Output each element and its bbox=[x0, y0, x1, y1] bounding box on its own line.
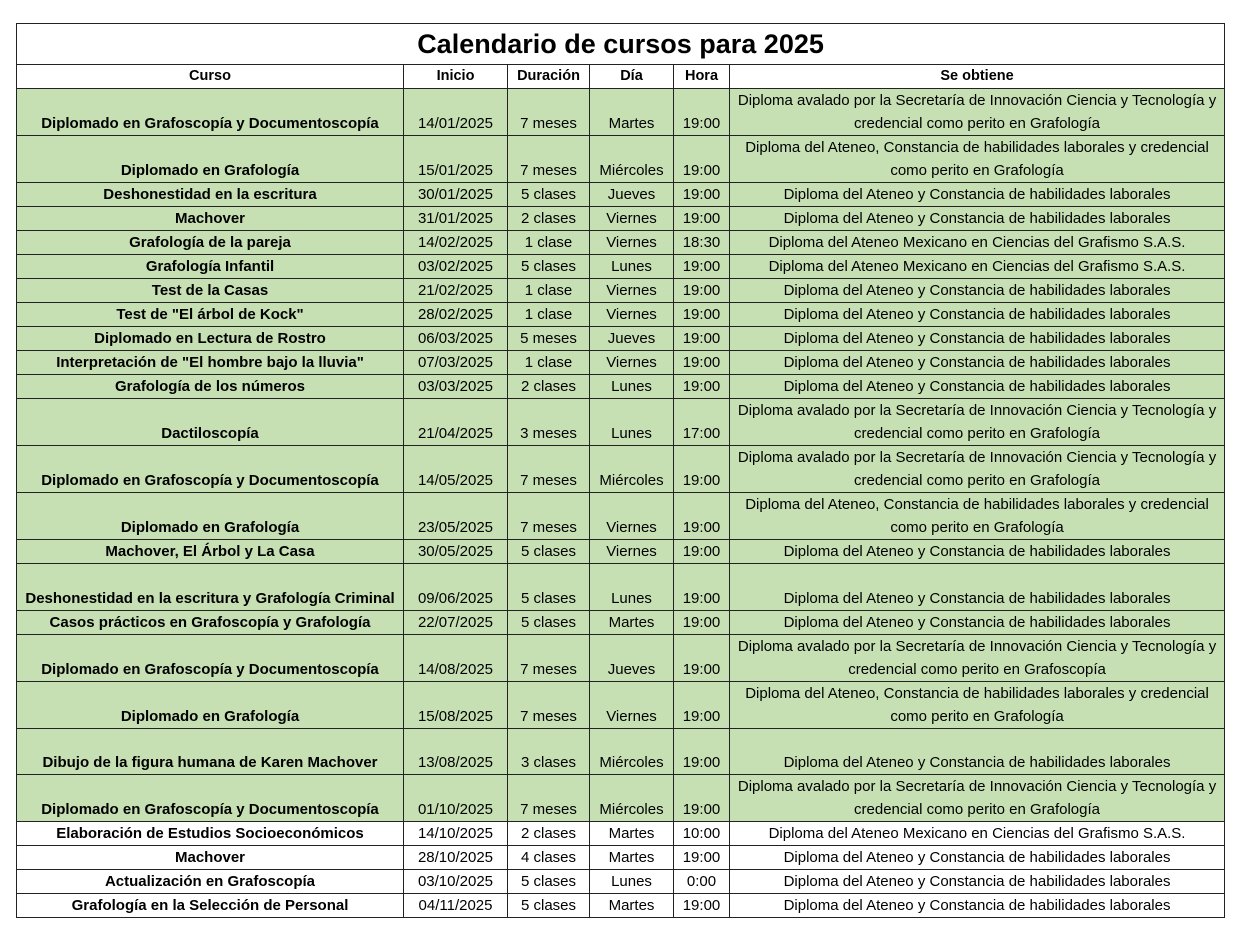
table-row bbox=[17, 822, 1225, 846]
cell-obtiene: Diploma del Ateneo y Constancia de habilidades laborales bbox=[730, 375, 1225, 399]
cell-inicio: 04/11/2025 bbox=[404, 894, 508, 918]
table-row bbox=[17, 207, 1225, 231]
table-row bbox=[17, 375, 1225, 399]
cell-duracion: 5 clases bbox=[508, 255, 590, 279]
cell-dia: Viernes bbox=[590, 207, 674, 231]
cell-curso: Machover, El Árbol y La Casa bbox=[17, 540, 404, 564]
cell-inicio: 03/10/2025 bbox=[404, 870, 508, 894]
cell-obtiene: Diploma del Ateneo y Constancia de habilidades laborales bbox=[730, 351, 1225, 375]
cell-curso: Diplomado en Grafoscopía y Documentoscopía bbox=[17, 89, 404, 136]
cell-curso: Dactiloscopía bbox=[17, 399, 404, 446]
cell-dia: Martes bbox=[590, 846, 674, 870]
cell-dia: Lunes bbox=[590, 399, 674, 446]
cell-curso: Diplomado en Grafología bbox=[17, 681, 404, 728]
cell-obtiene: Diploma del Ateneo y Constancia de habilidades laborales bbox=[730, 279, 1225, 303]
cell-inicio: 14/10/2025 bbox=[404, 822, 508, 846]
cell-dia: Martes bbox=[590, 89, 674, 136]
cell-inicio: 31/01/2025 bbox=[404, 207, 508, 231]
cell-obtiene: Diploma del Ateneo y Constancia de habilidades laborales bbox=[730, 327, 1225, 351]
cell-curso: Test de "El árbol de Kock" bbox=[17, 303, 404, 327]
cell-curso: Diplomado en Grafoscopía y Documentoscopía bbox=[17, 446, 404, 493]
cell-curso: Diplomado en Grafología bbox=[17, 136, 404, 183]
cell-curso: Machover bbox=[17, 207, 404, 231]
cell-dia: Viernes bbox=[590, 279, 674, 303]
cell-obtiene: Diploma avalado por la Secretaría de Innovación Ciencia y Tecnología y credencial como perito en Grafología bbox=[730, 399, 1225, 446]
cell-dia: Jueves bbox=[590, 327, 674, 351]
cell-dia: Viernes bbox=[590, 681, 674, 728]
cell-inicio: 30/01/2025 bbox=[404, 183, 508, 207]
cell-hora: 17:00 bbox=[674, 399, 730, 446]
cell-duracion: 7 meses bbox=[508, 89, 590, 136]
table-row bbox=[17, 136, 1225, 183]
table-row bbox=[17, 303, 1225, 327]
cell-hora: 19:00 bbox=[674, 728, 730, 775]
cell-hora: 19:00 bbox=[674, 303, 730, 327]
cell-dia: Lunes bbox=[590, 564, 674, 611]
cell-dia: Martes bbox=[590, 610, 674, 634]
cell-curso: Dibujo de la figura humana de Karen Machover bbox=[17, 728, 404, 775]
header-duracion: Duración bbox=[508, 65, 590, 89]
cell-obtiene: Diploma del Ateneo y Constancia de habilidades laborales bbox=[730, 870, 1225, 894]
cell-hora: 19:00 bbox=[674, 610, 730, 634]
page-title: Calendario de cursos para 2025 bbox=[17, 24, 1225, 65]
cell-obtiene: Diploma del Ateneo y Constancia de habilidades laborales bbox=[730, 728, 1225, 775]
cell-duracion: 1 clase bbox=[508, 279, 590, 303]
cell-inicio: 07/03/2025 bbox=[404, 351, 508, 375]
cell-curso: Grafología de la pareja bbox=[17, 231, 404, 255]
cell-obtiene: Diploma del Ateneo y Constancia de habilidades laborales bbox=[730, 303, 1225, 327]
cell-curso: Diplomado en Grafología bbox=[17, 493, 404, 540]
cell-hora: 19:00 bbox=[674, 375, 730, 399]
cell-inicio: 13/08/2025 bbox=[404, 728, 508, 775]
cell-dia: Martes bbox=[590, 894, 674, 918]
cell-hora: 19:00 bbox=[674, 255, 730, 279]
title-row bbox=[17, 24, 1225, 65]
cell-hora: 19:00 bbox=[674, 279, 730, 303]
cell-curso: Grafología de los números bbox=[17, 375, 404, 399]
cell-obtiene: Diploma avalado por la Secretaría de Innovación Ciencia y Tecnología y credencial como perito en Grafología bbox=[730, 775, 1225, 822]
cell-obtiene: Diploma del Ateneo y Constancia de habilidades laborales bbox=[730, 564, 1225, 611]
table-row bbox=[17, 231, 1225, 255]
cell-duracion: 7 meses bbox=[508, 634, 590, 681]
table-row bbox=[17, 446, 1225, 493]
cell-duracion: 3 meses bbox=[508, 399, 590, 446]
cell-dia: Viernes bbox=[590, 351, 674, 375]
cell-hora: 19:00 bbox=[674, 775, 730, 822]
table-row bbox=[17, 255, 1225, 279]
header-dia: Día bbox=[590, 65, 674, 89]
cell-curso: Elaboración de Estudios Socioeconómicos bbox=[17, 822, 404, 846]
cell-hora: 19:00 bbox=[674, 207, 730, 231]
cell-hora: 19:00 bbox=[674, 351, 730, 375]
table-row bbox=[17, 564, 1225, 611]
cell-inicio: 14/02/2025 bbox=[404, 231, 508, 255]
cell-obtiene: Diploma del Ateneo y Constancia de habilidades laborales bbox=[730, 610, 1225, 634]
cell-hora: 18:30 bbox=[674, 231, 730, 255]
table-row bbox=[17, 634, 1225, 681]
cell-curso: Machover bbox=[17, 846, 404, 870]
cell-duracion: 5 clases bbox=[508, 894, 590, 918]
cell-hora: 19:00 bbox=[674, 540, 730, 564]
cell-hora: 19:00 bbox=[674, 846, 730, 870]
cell-inicio: 15/08/2025 bbox=[404, 681, 508, 728]
cell-hora: 19:00 bbox=[674, 894, 730, 918]
table-row bbox=[17, 183, 1225, 207]
table-row bbox=[17, 279, 1225, 303]
cell-duracion: 3 clases bbox=[508, 728, 590, 775]
cell-curso: Casos prácticos en Grafoscopía y Grafología bbox=[17, 610, 404, 634]
cell-inicio: 14/05/2025 bbox=[404, 446, 508, 493]
cell-curso: Actualización en Grafoscopía bbox=[17, 870, 404, 894]
cell-dia: Viernes bbox=[590, 231, 674, 255]
cell-duracion: 7 meses bbox=[508, 446, 590, 493]
cell-duracion: 1 clase bbox=[508, 303, 590, 327]
cell-hora: 19:00 bbox=[674, 493, 730, 540]
cell-curso: Grafología en la Selección de Personal bbox=[17, 894, 404, 918]
cell-obtiene: Diploma del Ateneo, Constancia de habilidades laborales y credencial como perito en Grafología bbox=[730, 136, 1225, 183]
table-row bbox=[17, 89, 1225, 136]
table-row bbox=[17, 351, 1225, 375]
cell-duracion: 5 clases bbox=[508, 610, 590, 634]
cell-inicio: 28/02/2025 bbox=[404, 303, 508, 327]
cell-inicio: 01/10/2025 bbox=[404, 775, 508, 822]
cell-hora: 19:00 bbox=[674, 564, 730, 611]
table-row bbox=[17, 681, 1225, 728]
table-row bbox=[17, 540, 1225, 564]
table-row bbox=[17, 327, 1225, 351]
cell-dia: Martes bbox=[590, 822, 674, 846]
cell-curso: Diplomado en Grafoscopía y Documentoscopía bbox=[17, 634, 404, 681]
cell-hora: 19:00 bbox=[674, 681, 730, 728]
cell-duracion: 5 clases bbox=[508, 183, 590, 207]
cell-dia: Lunes bbox=[590, 870, 674, 894]
table-row bbox=[17, 399, 1225, 446]
cell-inicio: 23/05/2025 bbox=[404, 493, 508, 540]
table-row bbox=[17, 610, 1225, 634]
cell-obtiene: Diploma del Ateneo Mexicano en Ciencias del Grafismo S.A.S. bbox=[730, 822, 1225, 846]
cell-duracion: 7 meses bbox=[508, 493, 590, 540]
cell-obtiene: Diploma avalado por la Secretaría de Innovación Ciencia y Tecnología y credencial como perito en Grafología bbox=[730, 89, 1225, 136]
table-row bbox=[17, 493, 1225, 540]
cell-dia: Jueves bbox=[590, 183, 674, 207]
cell-curso: Interpretación de "El hombre bajo la lluvia" bbox=[17, 351, 404, 375]
header-hora: Hora bbox=[674, 65, 730, 89]
cell-dia: Viernes bbox=[590, 493, 674, 540]
header-se-obtiene: Se obtiene bbox=[730, 65, 1225, 89]
cell-inicio: 09/06/2025 bbox=[404, 564, 508, 611]
cell-dia: Miércoles bbox=[590, 136, 674, 183]
cell-dia: Miércoles bbox=[590, 446, 674, 493]
header-inicio: Inicio bbox=[404, 65, 508, 89]
cell-dia: Miércoles bbox=[590, 728, 674, 775]
cell-duracion: 1 clase bbox=[508, 351, 590, 375]
cell-inicio: 03/02/2025 bbox=[404, 255, 508, 279]
cell-hora: 19:00 bbox=[674, 634, 730, 681]
header-row bbox=[17, 65, 1225, 89]
cell-curso: Grafología Infantil bbox=[17, 255, 404, 279]
cell-dia: Lunes bbox=[590, 375, 674, 399]
cell-hora: 19:00 bbox=[674, 327, 730, 351]
cell-obtiene: Diploma avalado por la Secretaría de Innovación Ciencia y Tecnología y credencial como perito en Grafología bbox=[730, 446, 1225, 493]
cell-duracion: 5 clases bbox=[508, 540, 590, 564]
cell-inicio: 30/05/2025 bbox=[404, 540, 508, 564]
cell-dia: Viernes bbox=[590, 540, 674, 564]
cell-duracion: 2 clases bbox=[508, 375, 590, 399]
cell-dia: Miércoles bbox=[590, 775, 674, 822]
cell-obtiene: Diploma del Ateneo y Constancia de habilidades laborales bbox=[730, 183, 1225, 207]
table-row bbox=[17, 775, 1225, 822]
cell-dia: Jueves bbox=[590, 634, 674, 681]
cell-dia: Viernes bbox=[590, 303, 674, 327]
cell-inicio: 28/10/2025 bbox=[404, 846, 508, 870]
cell-obtiene: Diploma del Ateneo y Constancia de habilidades laborales bbox=[730, 894, 1225, 918]
table-row bbox=[17, 870, 1225, 894]
cell-duracion: 7 meses bbox=[508, 136, 590, 183]
cell-inicio: 21/02/2025 bbox=[404, 279, 508, 303]
cell-obtiene: Diploma del Ateneo y Constancia de habilidades laborales bbox=[730, 540, 1225, 564]
cell-inicio: 21/04/2025 bbox=[404, 399, 508, 446]
cell-curso: Test de la Casas bbox=[17, 279, 404, 303]
cell-hora: 19:00 bbox=[674, 446, 730, 493]
cell-duracion: 5 clases bbox=[508, 870, 590, 894]
cell-hora: 19:00 bbox=[674, 136, 730, 183]
cell-inicio: 06/03/2025 bbox=[404, 327, 508, 351]
cell-hora: 19:00 bbox=[674, 89, 730, 136]
cell-duracion: 2 clases bbox=[508, 822, 590, 846]
cell-obtiene: Diploma del Ateneo Mexicano en Ciencias del Grafismo S.A.S. bbox=[730, 255, 1225, 279]
table-row bbox=[17, 728, 1225, 775]
cell-inicio: 22/07/2025 bbox=[404, 610, 508, 634]
cell-curso: Diplomado en Lectura de Rostro bbox=[17, 327, 404, 351]
cell-hora: 10:00 bbox=[674, 822, 730, 846]
table-row bbox=[17, 846, 1225, 870]
cell-duracion: 2 clases bbox=[508, 207, 590, 231]
cell-obtiene: Diploma del Ateneo y Constancia de habilidades laborales bbox=[730, 207, 1225, 231]
cell-duracion: 1 clase bbox=[508, 231, 590, 255]
cell-duracion: 4 clases bbox=[508, 846, 590, 870]
cell-inicio: 03/03/2025 bbox=[404, 375, 508, 399]
cell-curso: Diplomado en Grafoscopía y Documentoscopía bbox=[17, 775, 404, 822]
cell-obtiene: Diploma del Ateneo, Constancia de habilidades laborales y credencial como perito en Grafología bbox=[730, 681, 1225, 728]
cell-inicio: 14/08/2025 bbox=[404, 634, 508, 681]
cell-duracion: 5 clases bbox=[508, 564, 590, 611]
cell-hora: 19:00 bbox=[674, 183, 730, 207]
cell-inicio: 14/01/2025 bbox=[404, 89, 508, 136]
cell-obtiene: Diploma avalado por la Secretaría de Innovación Ciencia y Tecnología y credencial como perito en Grafoscopía bbox=[730, 634, 1225, 681]
header-curso: Curso bbox=[17, 65, 404, 89]
cell-obtiene: Diploma del Ateneo Mexicano en Ciencias del Grafismo S.A.S. bbox=[730, 231, 1225, 255]
cell-curso: Deshonestidad en la escritura y Grafología Criminal bbox=[17, 564, 404, 611]
cell-hora: 0:00 bbox=[674, 870, 730, 894]
cell-duracion: 5 meses bbox=[508, 327, 590, 351]
cell-obtiene: Diploma del Ateneo y Constancia de habilidades laborales bbox=[730, 846, 1225, 870]
cell-duracion: 7 meses bbox=[508, 775, 590, 822]
course-calendar-table bbox=[16, 23, 1225, 918]
table-row bbox=[17, 894, 1225, 918]
cell-duracion: 7 meses bbox=[508, 681, 590, 728]
cell-dia: Lunes bbox=[590, 255, 674, 279]
cell-inicio: 15/01/2025 bbox=[404, 136, 508, 183]
cell-obtiene: Diploma del Ateneo, Constancia de habilidades laborales y credencial como perito en Grafología bbox=[730, 493, 1225, 540]
cell-curso: Deshonestidad en la escritura bbox=[17, 183, 404, 207]
